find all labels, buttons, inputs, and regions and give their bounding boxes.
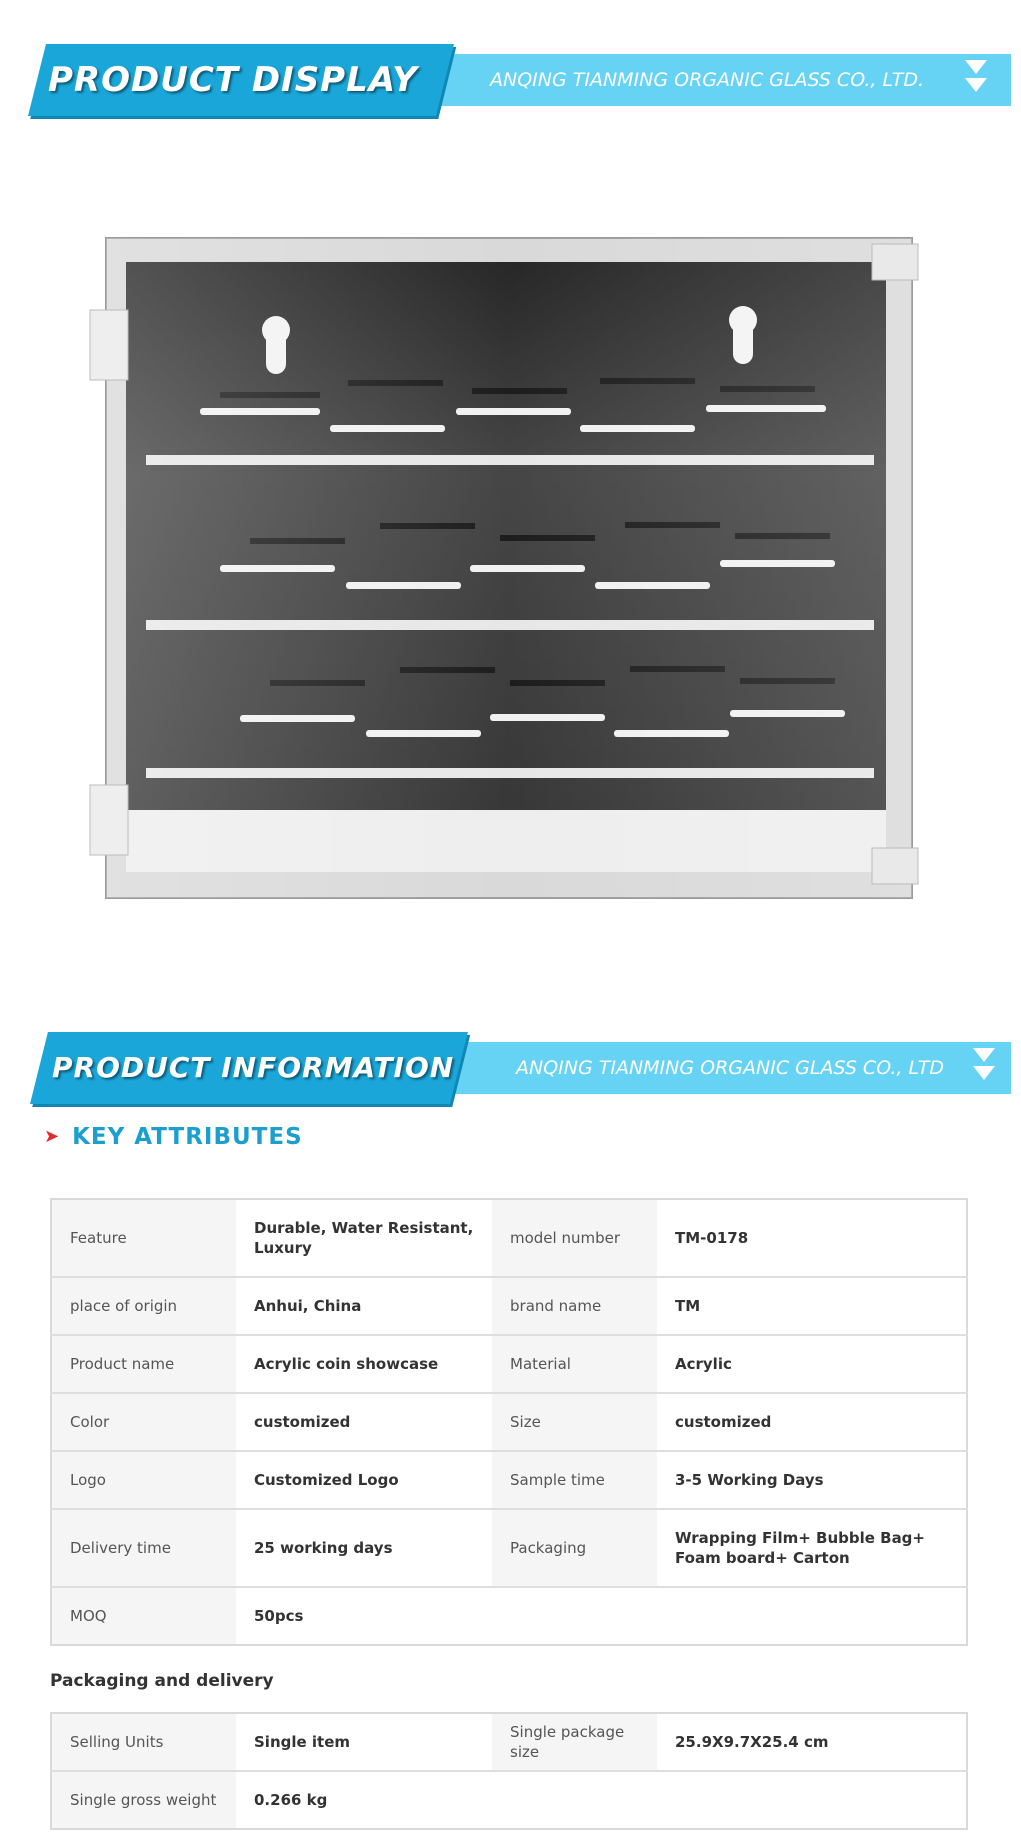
attribute-value: customized xyxy=(657,1393,967,1451)
attribute-label: Color xyxy=(51,1393,236,1451)
attribute-label: Size xyxy=(492,1393,657,1451)
packaging-heading: Packaging and delivery xyxy=(50,1671,274,1691)
banner-company-name: ANQING TIANMING ORGANIC GLASS CO., LTD xyxy=(516,1057,945,1079)
table-row xyxy=(51,1713,967,1771)
table-row xyxy=(51,1335,967,1393)
empty-cell xyxy=(492,1771,967,1829)
table-row xyxy=(51,1587,967,1645)
attribute-label: Single gross weight xyxy=(51,1771,236,1829)
double-chevron-down-icon xyxy=(962,54,990,106)
table-row xyxy=(51,1199,967,1277)
product-information-banner xyxy=(0,1032,1021,1112)
key-attributes-title: KEY ATTRIBUTES xyxy=(72,1124,303,1150)
attribute-label: Delivery time xyxy=(51,1509,236,1587)
attribute-value: 3-5 Working Days xyxy=(657,1451,967,1509)
attribute-label: Material xyxy=(492,1335,657,1393)
attribute-value: 0.266 kg xyxy=(236,1771,492,1829)
key-attributes-table xyxy=(50,1198,968,1646)
table-row xyxy=(51,1393,967,1451)
table-row xyxy=(51,1509,967,1587)
attribute-value: Anhui, China xyxy=(236,1277,492,1335)
attribute-label: MOQ xyxy=(51,1587,236,1645)
attribute-label: Packaging xyxy=(492,1509,657,1587)
attribute-value: Single item xyxy=(236,1713,492,1771)
banner-title: PRODUCT DISPLAY xyxy=(48,60,418,100)
product-photo xyxy=(80,220,940,920)
packaging-table xyxy=(50,1712,968,1830)
table-row xyxy=(51,1451,967,1509)
attribute-label: brand name xyxy=(492,1277,657,1335)
attribute-value: 25 working days xyxy=(236,1509,492,1587)
attribute-label: Sample time xyxy=(492,1451,657,1509)
attribute-value: 25.9X9.7X25.4 cm xyxy=(657,1713,967,1771)
attribute-value: 50pcs xyxy=(236,1587,492,1645)
key-attributes-heading xyxy=(44,1122,303,1152)
attribute-value: Acrylic xyxy=(657,1335,967,1393)
attribute-label: Logo xyxy=(51,1451,236,1509)
attribute-value: customized xyxy=(236,1393,492,1451)
attribute-value: Customized Logo xyxy=(236,1451,492,1509)
attribute-value: Durable, Water Resistant, Luxury xyxy=(236,1199,492,1277)
banner-title: PRODUCT INFORMATION xyxy=(52,1051,455,1084)
attribute-label: Product name xyxy=(51,1335,236,1393)
table-row xyxy=(51,1771,967,1829)
attribute-value: TM-0178 xyxy=(657,1199,967,1277)
empty-cell xyxy=(492,1587,967,1645)
attribute-label: Selling Units xyxy=(51,1713,236,1771)
table-row xyxy=(51,1277,967,1335)
attribute-label: place of origin xyxy=(51,1277,236,1335)
attribute-label: model number xyxy=(492,1199,657,1277)
product-display-banner xyxy=(0,44,1021,124)
banner-company-name: ANQING TIANMING ORGANIC GLASS CO., LTD. xyxy=(490,69,925,91)
attribute-label: Feature xyxy=(51,1199,236,1277)
double-chevron-down-icon xyxy=(970,1042,998,1094)
attribute-value: TM xyxy=(657,1277,967,1335)
attribute-value: Wrapping Film+ Bubble Bag+ Foam board+ Carton xyxy=(657,1509,967,1587)
attribute-label: Single package size xyxy=(492,1713,657,1771)
attribute-value: Acrylic coin showcase xyxy=(236,1335,492,1393)
arrow-right-icon: ➤ xyxy=(44,1126,61,1147)
